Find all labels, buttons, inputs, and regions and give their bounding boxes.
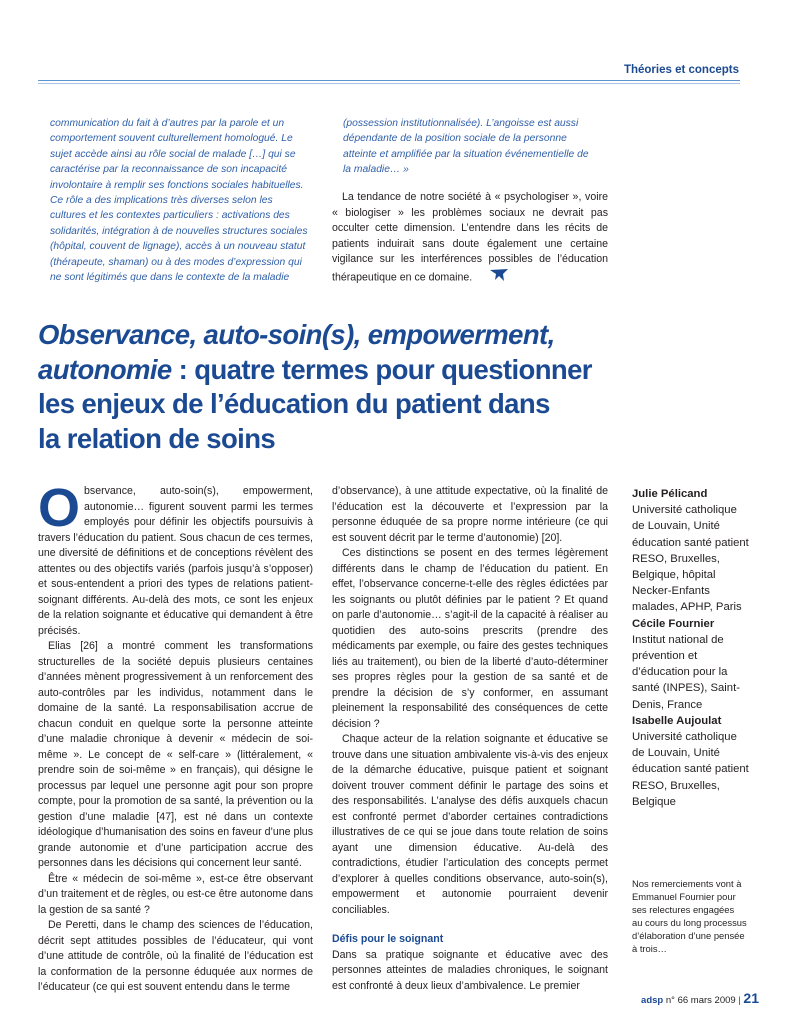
col2-paragraph-4: Dans sa pratique soignante et éducative avec des personnes atteintes de maladies chroniques, le soignant est confronté à deux lieux d’ambivalence. Le premier [332,948,608,992]
title-line-4: la relation de soins [38,422,276,454]
quote-left-line: solidarités, intégration à de nouvelles structures sociales [50,225,308,237]
quote-left-line: sujet accède ainsi au rôle social de malade […] qui se [50,148,296,160]
author-name: Julie Pélicand [632,488,708,500]
title-italic-2: autonomie [38,353,172,385]
top-right-text: La tendance de notre société à « psychologiser », voire « biologiser » les problèmes sociaux ne devrait pas occulter cette dimension. L’entendre dans les récits de patients induirait sans doute également une certaine vigilance sur les interférences possibles de l’éducation thérapeutique en ce domaine. [332,191,608,284]
title-line-1: Observance, auto-soin(s), empowerment, [38,319,555,350]
quote-left [50,116,325,285]
author-name: Isabelle Aujoulat [632,714,722,727]
quote-left-line: caractérise par la reconnaissance de son incapacité [50,164,287,176]
article-title [38,318,598,456]
page-number: 21 [743,990,759,1006]
header-rule [38,80,740,81]
author-affiliation: Institut national de prévention et d’éducation pour la santé (INPES), Saint-Denis, France [632,633,740,711]
column-2 [332,484,608,994]
author-affiliation: Université catholique de Louvain, Unité éducation santé patient RESO, Bruxelles, Belgique [632,731,749,808]
acknowledgement: Nos remerciements vont à Emmanuel Fournier pour ses relectures engagées au cours du long processus d’élaboration d’une pensée à trois… [632,878,747,954]
section-header: Théories et concepts [623,64,739,76]
col2-paragraph-1: d’observance), à une attitude expectative, où la finalité de l’éducation est la découverte et l’expression par la personne éduquée de sa propre norme intérieure (ce qui est souvent décrit par le terme d’autonomie) [20]. [332,485,608,544]
col1-paragraph-4: De Peretti, dans le champ des sciences de l’éducation, décrit sept attitudes possibles de l’éducateur, qui vont d’une attitude de contrôle, où la finalité de l’éducation est la conformation de la personne éduquée aux normes de l’éducateur (ce qui est souvent entendu dans le terme [38,919,313,993]
author-name: Cécile Fournier [632,617,715,630]
authors-sidebar [632,486,750,810]
issue-info: n° 66 mars 2009 [665,995,736,1006]
drop-cap: O [38,478,81,538]
quote-right [343,116,613,178]
col2-paragraph-3: Chaque acteur de la relation soignante et éducative se trouve dans une situation ambivalente vis-à-vis des enjeux de la démarche éducative, puisque patient et soignant doivent trouver comment définir le partage des soins et des responsabilités. L’analyse des défis auxquels chacun est confronté permet d’aborder certaines contradictions illustratives de ce qui se joue dans toute relation de soins ayant une dimension éducative. Au-delà des contradictions, étudier l’articulation des concepts permet d’explorer à quelles conditions observance, auto-soin(s), empowerment et autonomie pourraient devenir conciliables. [332,733,608,916]
quote-right-line: (possession institutionnalisée). L’angoisse est aussi [343,118,579,129]
journal-name: adsp [641,995,664,1006]
quote-left-line: (thérapeute, shaman) ou à des modes d’expression qui [50,256,302,268]
col1-p1-text: bservance, auto-soin(s), empowerment, autonomie… figurent souvent parmi les termes employés pour définir les objectifs poursuivis à travers l’éducation du patient. Sous chacun de ces termes, une diversité de définitions et de conceptions révèlent des attentes ou des objectifs variés (parfois jusqu’à s’opposer) et sous-entendent a priori des types de relations patient-soignant différents. Au-delà des mots, ce sont les enjeux de la relation soignante et éducative qui demandent à être précisés. [38,485,314,637]
col1-paragraph-1 [38,478,314,639]
quote-left-line: Ce rôle a des implications très diverses selon les [50,195,273,207]
page-footer: adsp n° 66 mars 2009 | 21 [641,990,759,1006]
title-line-3: les enjeux de l’éducation du patient dans [38,388,550,419]
column-1 [38,478,314,996]
quote-left-line: involontaire à remplir ses fonctions sociales habituelles. [50,179,304,191]
author-affiliation: Université catholique de Louvain, Unité éducation santé patient RESO, Bruxelles, Belgique, hôpital Necker-Enfants malades, APHP, Paris [632,504,749,614]
quote-left-line: comportement souvent culturellement homologué. Le [50,133,293,145]
quote-left-line: ne sont légitimés que dans le contexte de la maladie [50,272,290,284]
quote-left-line: cultures et les contextes particuliers : activations des [50,210,290,222]
title-rest-1: : quatre termes pour questionner [171,353,592,385]
quote-right-line: atteinte et amplifiée par la situation événementielle de [343,148,589,160]
col1-paragraph-3: Être « médecin de soi-même », est-ce être observant d’un traitement et de règles, ou est-ce être autonome dans la gestion de sa santé ? [38,872,314,916]
end-of-article-logo-icon [479,268,509,288]
subheading: Défis pour le soignant [332,933,444,945]
header-rule-thin [38,83,740,84]
col1-paragraph-2: Elias [26] a montré comment les transformations structurelles de la société depuis plusieurs centaines d’années mènent progressivement à un renforcement des auto-contrôles par les individus, notamment dans le domaine de la santé. La responsabilisation accrue de chacun conduit en quelque sorte la personne atteinte d’une maladie chronique à devenir « médecin de soi-même ». Le concept de « self-care » (littéralement, « prendre soin de soi-même » en français), qui désigne le processus par lequel une personne agit pour son propre compte, pour la promotion de sa santé, la prévention ou la gestion d’une maladie [47], est né dans un contexte idéologique d’humanisation des soins en faveur d’une plus grande autonomie et d’une participation accrue des personnes dans les décisions qui concernent leur santé. [38,640,313,869]
quote-right-line: dépendante de la position sociale de la personne [343,133,567,145]
quote-left-line: (hôpital, couvent de lignage), accès à un nouveau statut [50,241,306,253]
col2-paragraph-2: Ces distinctions se posent en des termes légèrement différents dans le champ de l’éducation du patient. En effet, l’observance concerne-t-elle des règles édictées par les soignants ou plutôt définies par le patient ? Et quand on parle d’autonomie… s’agit-il de la capacité à réaliser au quotidien des auto-soins prescrits (prendre des médicaments par exemple, ou faire des gestes techniques liés au traitement), ou bien de la liberté d’auto-déterminer ses propres règles pour la gestion de sa santé et de prendre la décision de s’y conformer, en assumant pleinement la responsabilité des conséquences de cette décision ? [332,547,608,730]
quote-right-line: la maladie… » [343,164,409,176]
quote-left-line: communication du fait à d’autres par la parole et un [50,118,285,129]
top-right-paragraph [332,190,608,287]
